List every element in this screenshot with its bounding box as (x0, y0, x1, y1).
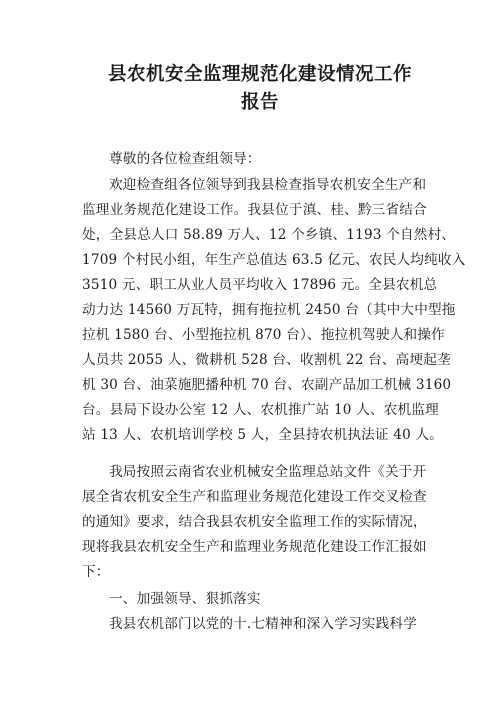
paragraph-line: 展全省农机安全生产和监理业务规范化建设工作交叉检查 (82, 489, 427, 505)
paragraph-line: 机 30 台、油菜施肥播种机 70 台、农副产品加工机械 3160 (82, 377, 452, 393)
paragraph-line: 我县农机部门以党的十.七精神和深入学习实践科学 (109, 616, 417, 632)
paragraph-line: 的通知》要求，结合我县农机安全监理工作的实际情况， (82, 514, 427, 530)
paragraph-line: 1709 个村民小组，年生产总值达 63.5 亿元、农民人均纯收入 (82, 252, 466, 268)
salutation: 尊敬的各位检查组领导： (109, 151, 261, 167)
paragraph-line: 我局按照云南省农业机械安全监理总站文件《关于开 (109, 464, 427, 480)
paragraph-line: 现将我县农机安全生产和监理业务规范化建设工作汇报如 (82, 539, 427, 555)
paragraph-line: 处，全县总人口 58.89 万人、12 个乡镇、1193 个自然村、 (82, 227, 456, 243)
paragraph-line: 动力达 14560 万瓦特，拥有拖拉机 2450 台（其中大中型拖 (82, 302, 456, 318)
paragraph-line: 下： (82, 564, 110, 580)
section-heading: 一、加强领导、狠抓落实 (109, 591, 261, 607)
paragraph-line: 欢迎检查组各位领导到我县检查指导农机安全生产和 (109, 177, 427, 193)
paragraph-line: 人员共 2055 人、微耕机 528 台、收割机 22 台、高埂起垄 (82, 352, 451, 368)
document-title-line-2: 报告 (240, 92, 279, 113)
paragraph-line: 监理业务规范化建设工作。我县位于滇、桂、黔三省结合 (82, 202, 427, 218)
paragraph-line: 站 13 人、农机培训学校 5 人，全县持农机执法证 40 人。 (82, 427, 444, 443)
paragraph-line: 台。县局下设办公室 12 人、农机推广站 10 人、农机监理 (82, 402, 439, 418)
paragraph-line: 3510 元、职工从业人员平均收入 17896 元。全县农机总 (82, 277, 438, 293)
paragraph-line: 拉机 1580 台、小型拖拉机 870 台）、拖拉机驾驶人和操作 (82, 327, 445, 343)
document-title-line-1: 县农机安全监理规范化建设情况工作 (107, 64, 412, 85)
